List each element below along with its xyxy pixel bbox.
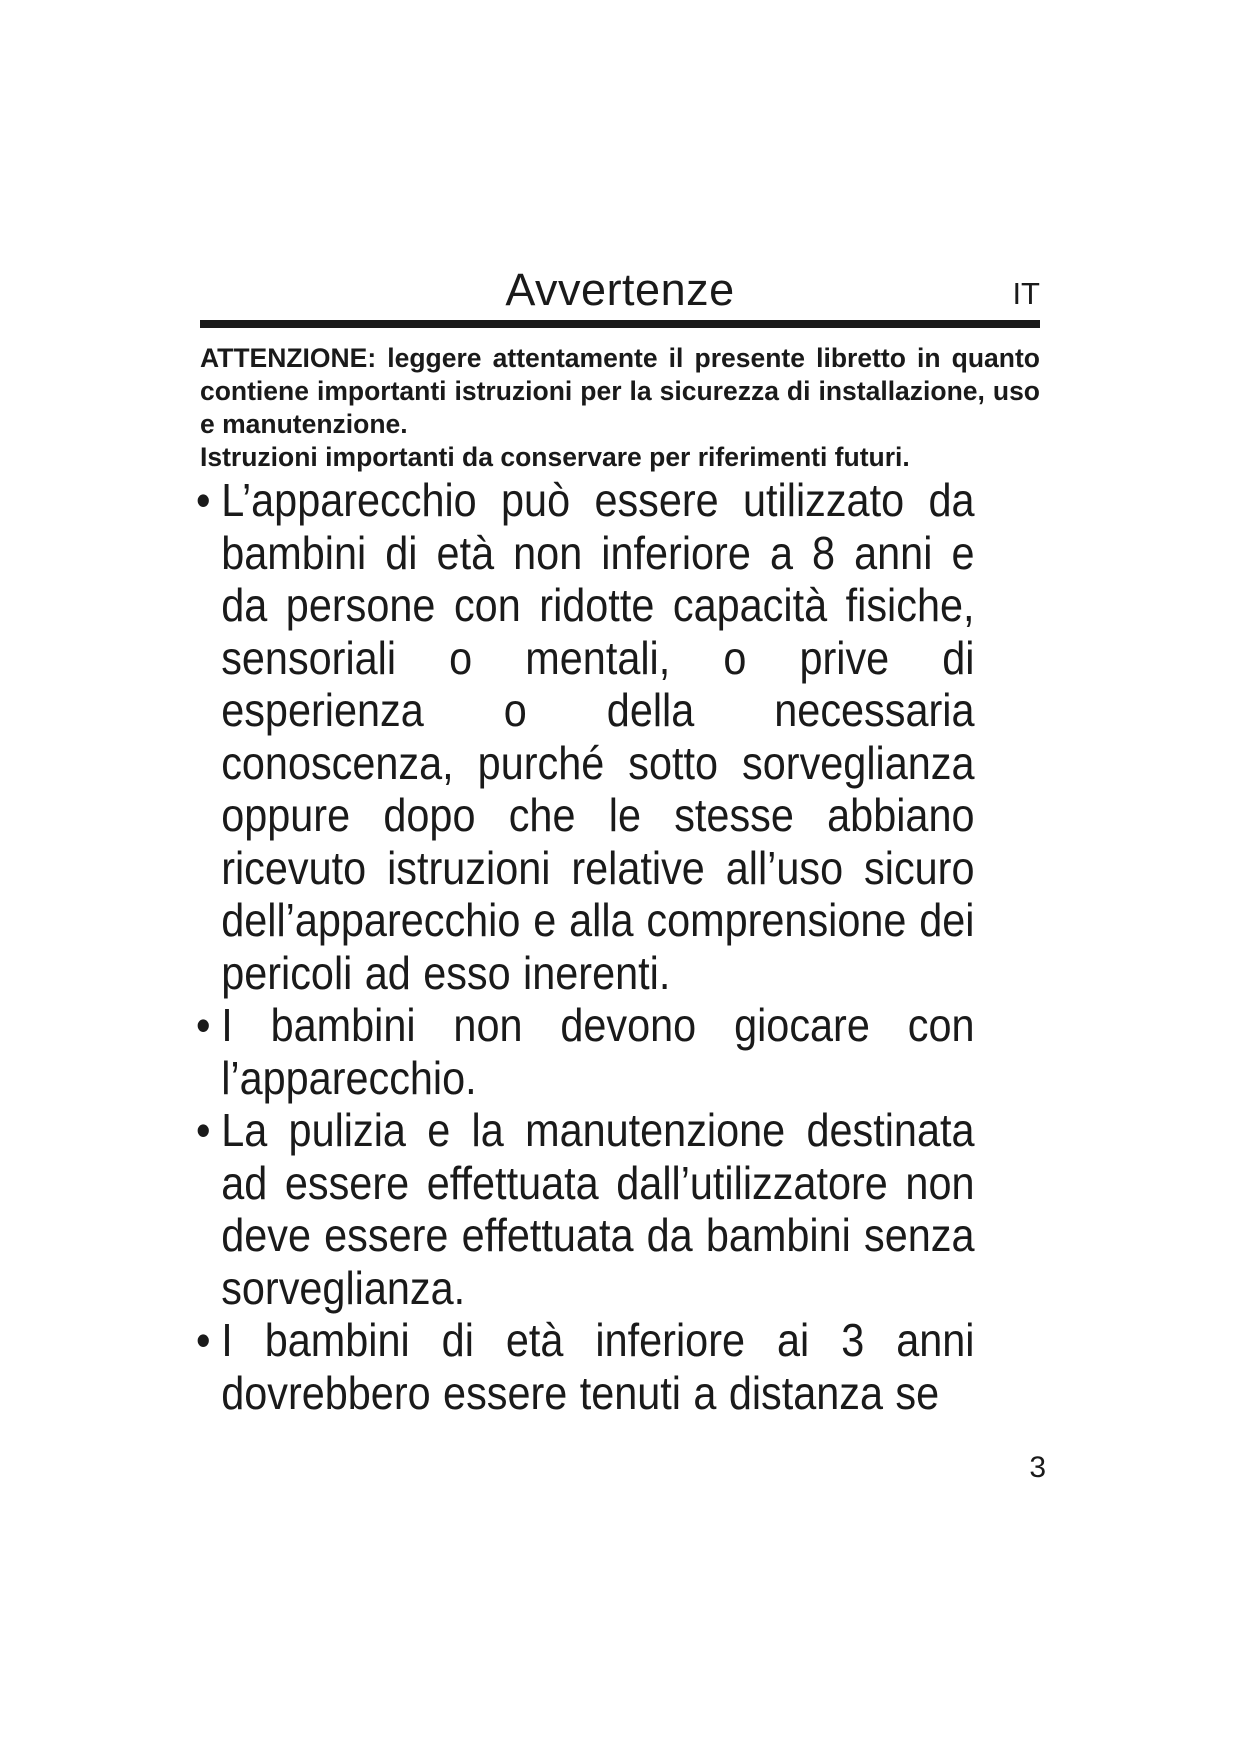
bullet-item bbox=[196, 1314, 975, 1419]
page-number: 3 bbox=[1029, 1451, 1046, 1484]
page-header bbox=[200, 262, 1040, 318]
header-divider bbox=[200, 320, 1040, 328]
bullet-text: I bambini di età inferiore ai 3 anni dovrebbero essere tenuti a distanza se bbox=[221, 1314, 975, 1419]
bullet-item bbox=[196, 999, 975, 1104]
bullet-text: L’apparecchio può essere utilizzato da bambini di età non inferiore a 8 anni e da persone con ridotte capacità fisiche, sensoriali o mentali, o prive di esperienza o della necessaria conoscenza, purché sotto sorveglianza oppure dopo che le stesse abbiano ricevuto istruzioni relative all’uso sicuro dell’apparecchio e alla comprensione dei pericoli ad esso inerenti. bbox=[221, 474, 975, 999]
page-title: Avvertenze bbox=[505, 264, 735, 315]
bullet-item bbox=[196, 1104, 975, 1314]
warning-attention-text: ATTENZIONE: leggere attentamente il presente libretto in quanto contiene importanti istruzioni per la sicurezza di installazione, uso e manutenzione. bbox=[200, 343, 1040, 439]
warning-block bbox=[200, 342, 1040, 474]
bullet-marker: • bbox=[196, 474, 211, 526]
bullet-text: I bambini non devono giocare con l’apparecchio. bbox=[221, 999, 975, 1104]
bullet-item bbox=[196, 474, 975, 999]
language-code: IT bbox=[1012, 276, 1040, 311]
bullet-marker: • bbox=[196, 1104, 211, 1156]
safety-bullet-list bbox=[196, 474, 975, 1419]
bullet-marker: • bbox=[196, 1314, 211, 1366]
bullet-text: La pulizia e la manutenzione destinata ad essere effettuata dall’utilizzatore non deve essere effettuata da bambini senza sorveglianza. bbox=[221, 1104, 975, 1314]
bullet-marker: • bbox=[196, 999, 211, 1051]
warning-keep-instructions-text: Istruzioni importanti da conservare per riferimenti futuri. bbox=[200, 442, 910, 472]
